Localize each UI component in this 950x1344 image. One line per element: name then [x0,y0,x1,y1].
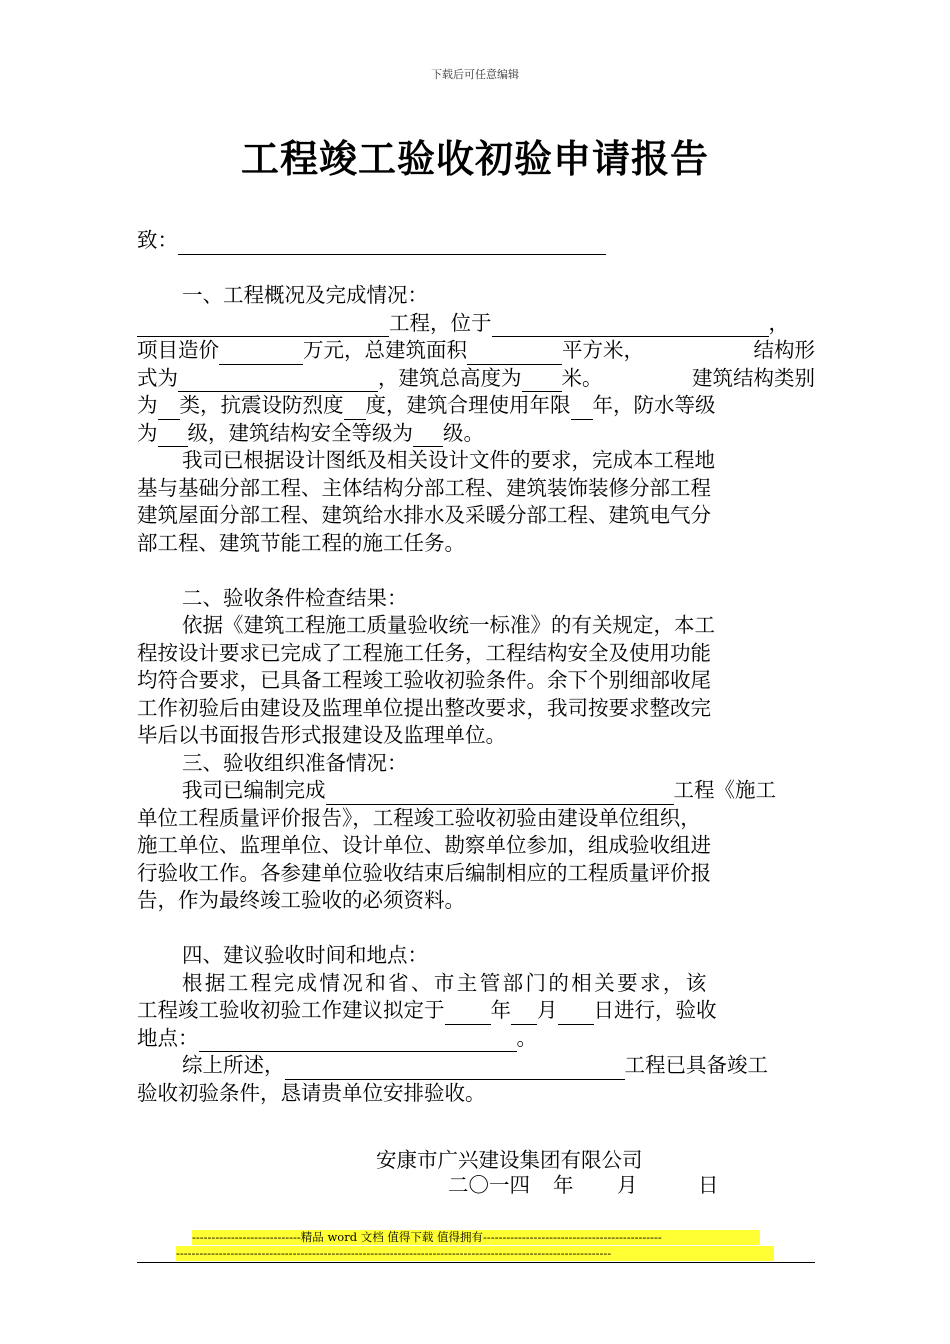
s4-text: 月 [537,998,558,1022]
paragraph-line: 根据工程完成情况和省、市主管部门的相关要求，该 [182,970,709,995]
project-name-blank[interactable] [137,315,389,337]
s4-text: 综上所述， [182,1053,285,1077]
s3-text: 工程《施工 [673,778,776,802]
paragraph-line: 毕后以书面报告形式报建设及监理单位。 [137,723,506,747]
s1-text: 项目造价 [137,338,219,362]
s4-line2 [137,997,815,1025]
footer-banner-line2: ---------------------------------------------------------------------------------------------------------------- [176,1246,774,1261]
location-blank[interactable] [492,315,769,337]
height-blank[interactable] [522,370,562,392]
s1-text: 平方米， [562,338,644,362]
s1-text: 级。 [443,420,484,445]
s1-text: 度，建筑合理使用年限 [365,393,571,417]
venue-blank[interactable] [199,1030,517,1052]
s1-line2 [137,337,815,365]
section2-heading: 二、验收条件检查结果： [182,585,408,610]
year-blank[interactable] [445,1003,491,1025]
s1-text: 级，建筑结构安全等级为 [187,420,413,445]
recipient-blank[interactable] [178,233,606,255]
recipient-line [137,227,815,255]
footer-divider [137,1262,815,1263]
service-life-blank[interactable] [571,398,593,420]
area-blank[interactable] [467,343,562,365]
day-blank[interactable] [558,1003,594,1025]
date-ri: 日 [698,1173,719,1197]
structure-form-blank[interactable] [178,370,378,392]
s1-line1 [137,310,815,338]
s1-text: 年，防水等级 [592,393,716,417]
paragraph-line: 验收初验条件，恳请贵单位安排验收。 [137,1080,486,1105]
document-body [137,227,815,1107]
s1-line5 [137,420,815,448]
paragraph-line: 我司已根据设计图纸及相关设计文件的要求，完成本工程地 [182,448,715,472]
s4-text: 地点： [137,1025,199,1050]
s4-line3 [137,1025,815,1053]
s1-text: ， [768,310,789,335]
section1-heading: 一、工程概况及完成情况： [182,283,428,307]
s1-text: 工程，位于 [389,310,492,335]
s4-text: 工程竣工验收初验工作建议拟定于 [137,998,445,1022]
s1-text: 米。 [561,365,603,390]
paragraph-line: 程按设计要求已完成了工程施工任务，工程结构安全及使用功能 [137,640,711,665]
s4-text: 。 [516,1025,537,1050]
conclusion-project-blank[interactable] [285,1058,625,1080]
paragraph-line: 告，作为最终竣工验收的必须资料。 [137,888,465,912]
s1-text: 式为 [137,365,178,390]
s1-line4 [137,392,815,420]
seismic-blank[interactable] [344,398,366,420]
footer-banner-line1: ----------------------------精品 word 文档 值得下载 值得拥有---------------------------------------------- [192,1230,760,1245]
paragraph-line: 行验收工作。各参建单位验收结束后编制相应的工程质量评价报 [137,860,711,885]
s3-text: 我司已编制完成 [182,778,326,802]
edit-note: 下载后可任意编辑 [431,68,519,81]
s1-line3 [137,365,815,393]
paragraph-line: 基与基础分部工程、主体结构分部工程、建筑装饰装修分部工程 [137,475,711,500]
section3-heading: 三、验收组织准备情况： [182,750,408,775]
paragraph-line: 均符合要求，已具备工程竣工验收初验条件。余下个别细部收尾 [137,668,711,692]
s1-text: 为 [137,393,158,417]
s4-text: 日进行，验收 [593,998,717,1022]
s1-text: 建筑结构类别 [692,365,815,390]
section4-heading: 四、建议验收时间和地点： [182,943,428,967]
report-project-blank[interactable] [326,783,674,805]
paragraph-line: 施工单位、监理单位、设计单位、勘察单位参加，组成验收组进 [137,833,711,857]
month-blank[interactable] [511,1003,537,1025]
cost-blank[interactable] [219,343,303,365]
date-nian: 年 [553,1173,574,1197]
date-yue: 月 [617,1173,638,1197]
s3-line1 [137,777,815,805]
safety-grade-blank[interactable] [413,425,443,447]
s1-text: 为 [137,420,158,445]
date-year: 二〇一四 [448,1173,530,1197]
paragraph-line: 部工程、建筑节能工程的施工任务。 [137,530,465,555]
s1-text: 万元，总建筑面积 [303,338,467,362]
s4-text: 年 [490,998,511,1022]
paragraph-line: 单位工程质量评价报告》，工程竣工验收初验由建设单位组织， [137,805,701,830]
paragraph-line: 依据《建筑工程施工质量验收统一标准》的有关规定，本工 [182,613,715,637]
waterproof-blank[interactable] [158,425,188,447]
s1-text: 结构形 [753,338,815,362]
s4-line4 [137,1052,815,1080]
to-label: 致： [137,228,178,252]
paragraph-line: 建筑屋面分部工程、建筑给水排水及采暖分部工程、建筑电气分 [137,503,711,527]
s1-text: ，建筑总高度为 [378,365,522,390]
category-blank[interactable] [158,398,180,420]
s1-text: 类，抗震设防烈度 [179,393,344,417]
s4-text: 工程已具备竣工 [624,1053,768,1077]
document-title: 工程竣工验收初验申请报告 [240,137,709,181]
paragraph-line: 工作初验后由建设及监理单位提出整改要求，我司按要求整改完 [137,695,711,720]
company-signature: 安康市广兴建设集团有限公司 [376,1148,643,1172]
